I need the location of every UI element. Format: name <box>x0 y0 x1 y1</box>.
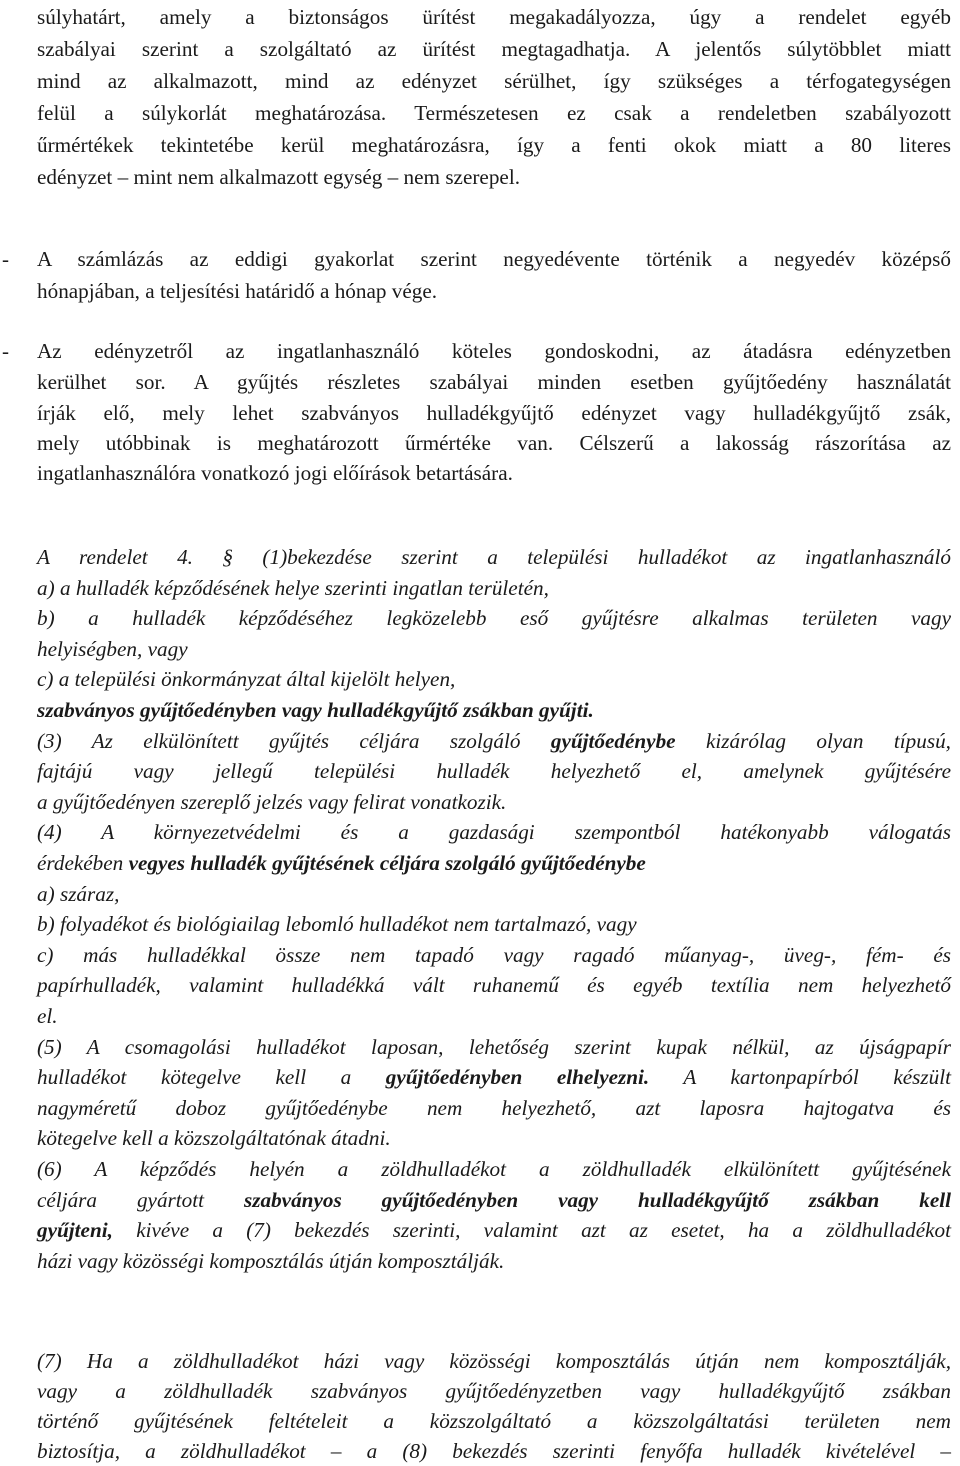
text-line <box>37 573 951 603</box>
bullet-dash: - <box>2 339 9 363</box>
bold-phrase: gyűjteni, <box>37 1218 113 1243</box>
text-line <box>37 726 951 756</box>
text-segment: b) a hulladék képződéséhez legközelebb eső gyűjtésre alkalmas területen vagy <box>37 606 951 631</box>
text-line: vagy a zöldhulladék szabványos gyűjtőedényzetben vagy hulladékgyűjtő zsákban <box>37 1379 951 1403</box>
text-segment: a) száraz, <box>37 881 120 906</box>
text-line: mind az alkalmazott, mind az edényzet sérülhet, így szükséges a térfogategységen <box>37 69 951 93</box>
text-line: szabályai szerint a szolgáltató az ürítést megtagadhatja. A jelentős súlytöbblet miatt <box>37 37 951 61</box>
text-line: mely utóbbinak is meghatározott űrmértéke van. Célszerű a lakosság rászorítása az <box>37 431 951 455</box>
bold-phrase: gyűjtőedénybe <box>550 728 676 753</box>
text-segment: helyiségben, vagy <box>37 636 188 661</box>
text-line: A számlázás az eddigi gyakorlat szerint negyedévente történik a negyedév középső <box>37 247 951 271</box>
bold-phrase: gyűjtőedényben elhelyezni. <box>385 1065 650 1090</box>
text-line <box>37 756 951 786</box>
text-segment: A kartonpapírból készült <box>649 1065 951 1090</box>
text-segment: nagyméretű doboz gyűjtőedénybe nem helyezhető, azt laposra hajtogatva és <box>37 1095 951 1120</box>
text-line: (7) Ha a zöldhulladékot házi vagy közösségi komposztálás útján nem komposztálják, <box>37 1349 951 1373</box>
text-line: űrmértékek tekintetébe kerül meghatározásra, így a fenti okok miatt a 80 literes <box>37 133 951 157</box>
text-line <box>37 909 951 939</box>
bold-phrase: szabványos gyűjtőedényben vagy hulladékgyűjtő zsákban kell <box>243 1187 951 1212</box>
text-line <box>37 1185 951 1215</box>
text-segment: érdekében <box>37 851 129 875</box>
text-segment: kizárólag olyan típusú, <box>675 728 951 753</box>
text-line <box>37 1093 951 1123</box>
text-line <box>37 848 951 878</box>
text-segment: céljára gyártott <box>37 1187 244 1212</box>
text-line <box>37 542 951 572</box>
text-segment: házi vagy közösségi komposztálás útján komposztálják. <box>37 1248 505 1273</box>
text-line <box>37 970 951 1000</box>
text-line <box>37 664 951 694</box>
text-line: Az edényzetről az ingatlanhasználó köteles gondoskodni, az átadásra edényzetben <box>37 339 951 363</box>
text-line <box>37 1001 951 1031</box>
text-line: hónapjában, a teljesítési határidő a hónap vége. <box>37 279 438 303</box>
text-segment: (6) A képződés helyén a zöldhulladékot a zöldhulladék elkülönített gyűjtésének <box>37 1157 951 1181</box>
text-line: írják elő, mely lehet szabványos hulladékgyűjtő edényzet vagy hulladékgyűjtő zsák, <box>37 401 951 425</box>
text-line: biztosítja, a zöldhulladékot – a (8) bekezdés szerinti fenyőfa hulladék kivételével – <box>37 1439 951 1463</box>
text-line <box>37 1246 951 1276</box>
text-segment: (4) A környezetvédelmi és a gazdasági szempontból hatékonyabb válogatás <box>37 820 951 845</box>
text-segment: kötegelve kell a közszolgáltatónak átadni. <box>37 1126 391 1151</box>
text-line <box>37 1123 951 1153</box>
text-segment: a gyűjtőedényen szereplő jelzés vagy felirat vonatkozik. <box>37 789 507 814</box>
text-line: súlyhatárt, amely a biztonságos ürítést megakadályozza, úgy a rendelet egyéb <box>37 5 951 29</box>
text-segment: hulladékot kötegelve kell a <box>37 1065 386 1090</box>
text-segment: el. <box>37 1004 58 1028</box>
text-line: kerülhet sor. A gyűjtés részletes szabályai minden esetben gyűjtőedény használatát <box>37 370 951 394</box>
text-line <box>37 940 951 970</box>
text-line <box>37 634 951 664</box>
text-line <box>37 695 951 725</box>
text-line <box>37 817 951 847</box>
text-line <box>37 1032 951 1062</box>
text-line <box>37 787 951 817</box>
bullet-dash: - <box>2 247 9 271</box>
text-line <box>37 879 951 909</box>
text-segment: kivéve a (7) bekezdés szerinti, valamint azt az esetet, ha a zöldhulladékot <box>112 1218 951 1243</box>
text-segment: (5) A csomagolási hulladékot laposan, lehetőség szerint kupak nélkül, az újságpapír <box>37 1034 951 1059</box>
text-line <box>37 1154 951 1184</box>
text-line <box>37 1215 951 1245</box>
text-segment: fajtájú vagy jellegű települési hulladék helyezhető el, amelynek gyűjtésére <box>37 759 951 784</box>
text-line <box>37 1062 951 1092</box>
text-segment: A rendelet 4. § (1)bekezdése szerint a települési hulladékot az ingatlanhasználó <box>37 545 951 569</box>
text-segment: c) a települési önkormányzat által kijelölt helyen, <box>37 667 456 692</box>
bold-phrase: szabványos gyűjtőedényben vagy hulladékgyűjtő zsákban gyűjti. <box>37 698 594 722</box>
text-segment: a) a hulladék képződésének helye szerinti ingatlan területén, <box>37 575 549 600</box>
text-segment: c) más hulladékkal össze nem tapadó vagy ragadó műanyag-, üveg-, fém- és <box>37 942 951 967</box>
text-segment: papírhulladék, valamint hulladékká vált ruhanemű és egyéb textília nem helyezhető <box>37 973 951 998</box>
text-line: edényzet – mint nem alkalmazott egység – nem szerepel. <box>37 165 521 189</box>
text-line <box>37 603 951 633</box>
bold-phrase: vegyes hulladék gyűjtésének céljára szolgáló gyűjtőedénybe <box>128 851 646 875</box>
text-line: felül a súlykorlát meghatározása. Természetesen ez csak a rendeletben szabályozott <box>37 101 951 125</box>
text-line: történő gyűjtésének feltételeit a közszolgáltató a közszolgáltatási területen nem <box>37 1409 951 1433</box>
text-line: ingatlanhasználóra vonatkozó jogi előírások betartására. <box>37 461 513 485</box>
text-segment: b) folyadékot és biológiailag lebomló hulladékot nem tartalmazó, vagy <box>37 912 637 937</box>
text-segment: (3) Az elkülönített gyűjtés céljára szolgáló <box>37 728 551 753</box>
